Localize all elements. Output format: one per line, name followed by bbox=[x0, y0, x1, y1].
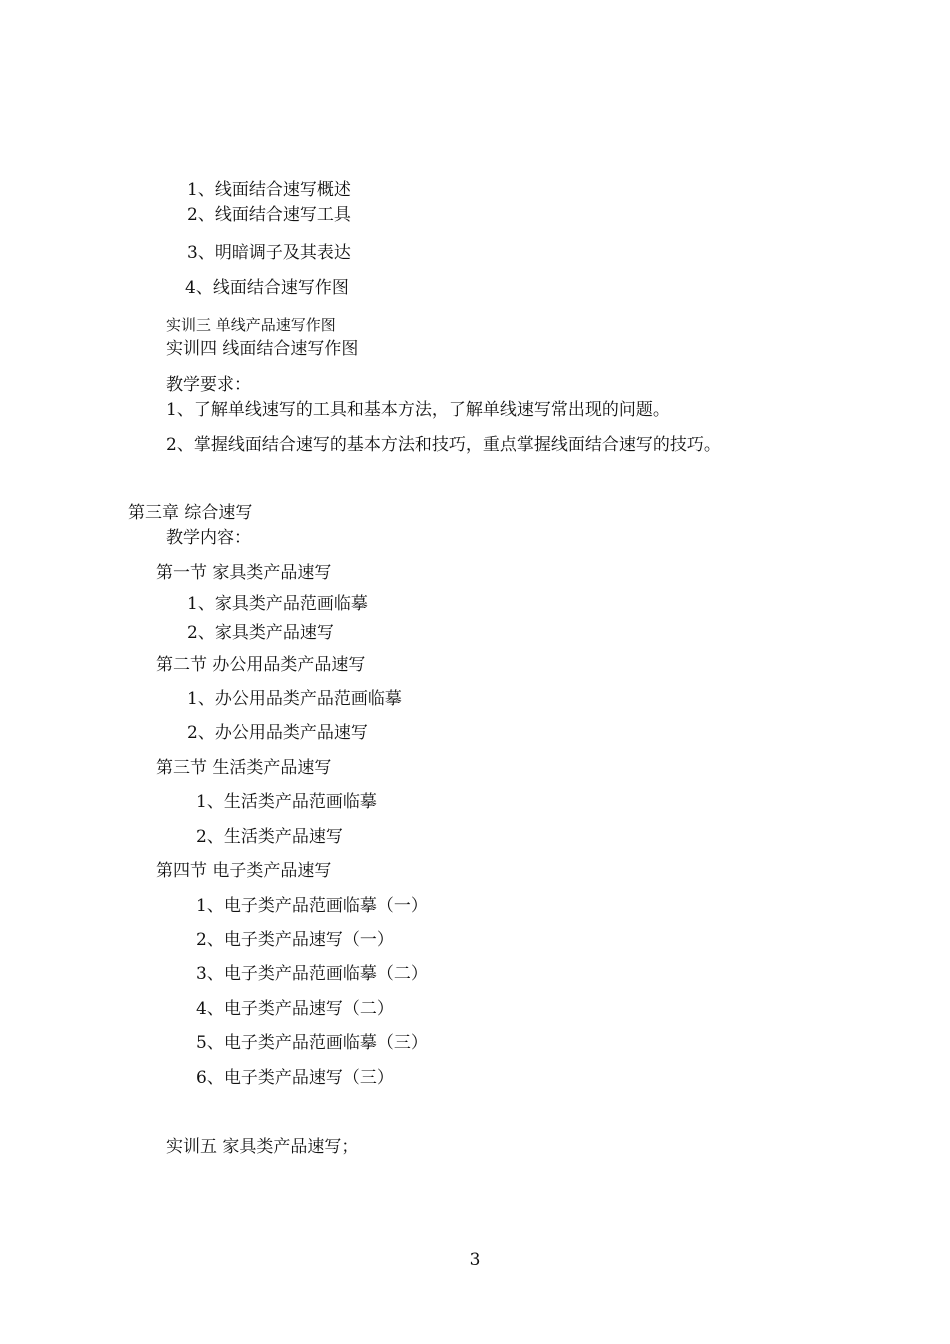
list-item: 2、家具类产品速写 bbox=[187, 623, 334, 643]
practical-item: 实训五 家具类产品速写； bbox=[166, 1137, 359, 1157]
content-heading: 教学内容： bbox=[166, 528, 251, 548]
list-item: 5、电子类产品范画临摹（三） bbox=[196, 1033, 428, 1053]
list-item: 1、生活类产品范画临摹 bbox=[196, 792, 377, 812]
practical-item: 实训三 单线产品速写作图 bbox=[166, 316, 336, 334]
list-item: 2、线面结合速写工具 bbox=[187, 205, 351, 225]
list-item: 1、电子类产品范画临摹（一） bbox=[196, 896, 428, 916]
requirement-item: 1、了解单线速写的工具和基本方法，了解单线速写常出现的问题。 bbox=[166, 400, 670, 420]
practical-item: 实训四 线面结合速写作图 bbox=[166, 339, 359, 359]
section-title: 第一节 家具类产品速写 bbox=[156, 563, 332, 583]
list-item: 2、电子类产品速写（一） bbox=[196, 930, 394, 950]
list-item: 2、生活类产品速写 bbox=[196, 827, 343, 847]
section-title: 第二节 办公用品类产品速写 bbox=[156, 655, 366, 675]
list-item: 1、线面结合速写概述 bbox=[187, 180, 351, 200]
section-title: 第三节 生活类产品速写 bbox=[156, 758, 332, 778]
list-item: 3、电子类产品范画临摹（二） bbox=[196, 964, 428, 984]
requirement-item: 2、掌握线面结合速写的基本方法和技巧，重点掌握线面结合速写的技巧。 bbox=[166, 435, 721, 455]
list-item: 6、电子类产品速写（三） bbox=[196, 1068, 394, 1088]
list-item: 2、办公用品类产品速写 bbox=[187, 723, 368, 743]
requirements-heading: 教学要求： bbox=[166, 375, 251, 395]
chapter-title: 第三章 综合速写 bbox=[128, 503, 253, 523]
list-item: 4、电子类产品速写（二） bbox=[196, 999, 394, 1019]
page-number: 3 bbox=[469, 1250, 481, 1270]
list-item: 1、办公用品类产品范画临摹 bbox=[187, 689, 402, 709]
section-title: 第四节 电子类产品速写 bbox=[156, 861, 332, 881]
list-item: 1、家具类产品范画临摹 bbox=[187, 594, 368, 614]
list-item: 4、线面结合速写作图 bbox=[185, 278, 349, 298]
list-item: 3、明暗调子及其表达 bbox=[187, 243, 351, 263]
